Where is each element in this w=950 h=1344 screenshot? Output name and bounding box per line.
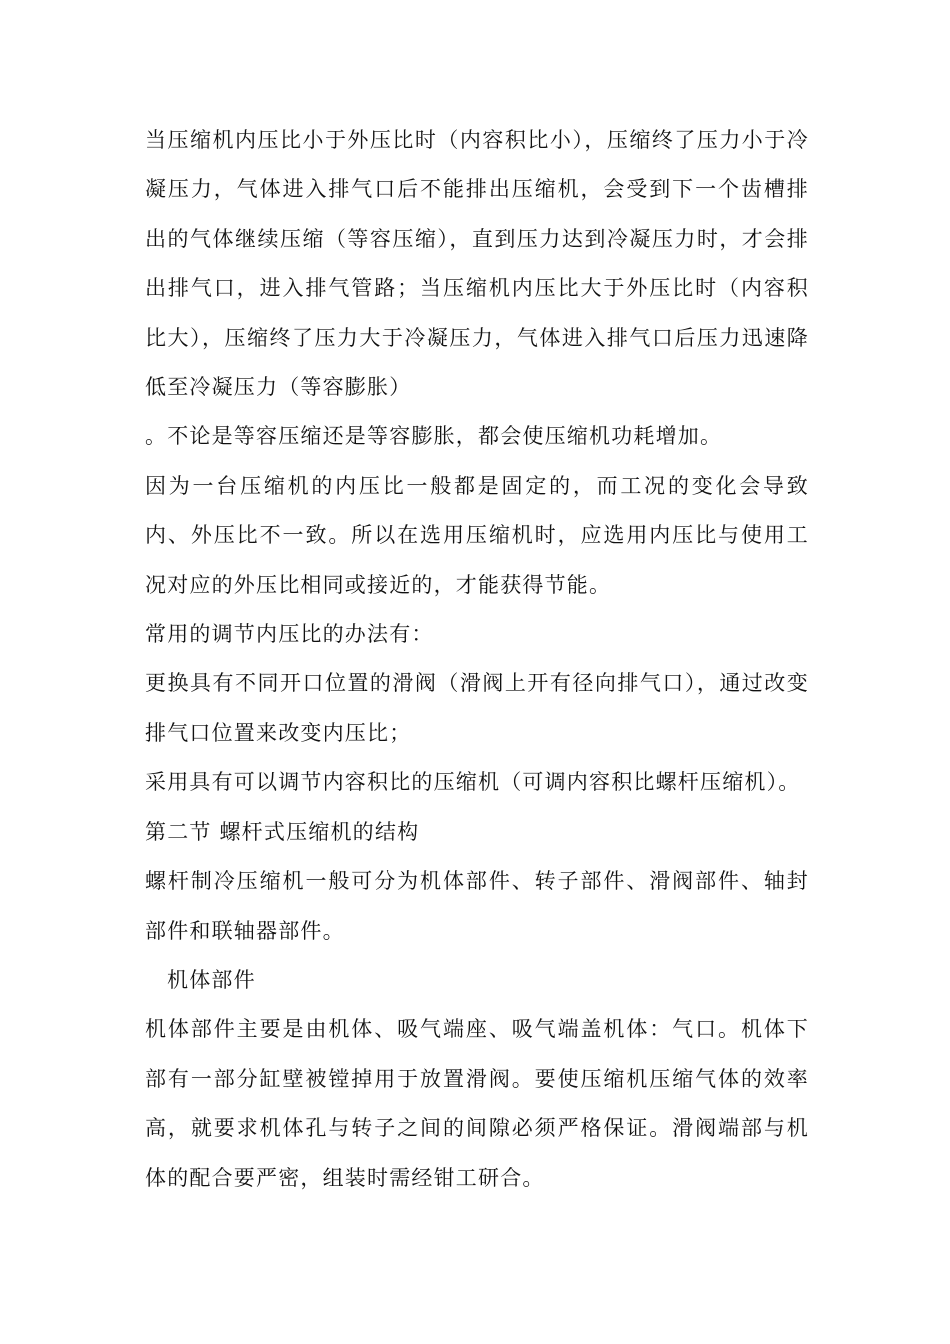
paragraph-method-slide-valve: 更换具有不同开口位置的滑阀（滑阀上开有径向排气口），通过改变排气口位置来改变内压比； xyxy=(145,671,809,745)
document-body xyxy=(145,116,809,1203)
subsection-heading: 机体部件 xyxy=(167,967,256,992)
paragraph-selection-advice: 因为一台压缩机的内压比一般都是固定的，而工况的变化会导致内、外压比不一致。所以在选用压缩机时，应选用内压比与使用工况对应的外压比相同或接近的，才能获得节能。 xyxy=(145,473,809,597)
paragraph-power-consumption: 。不论是等容压缩还是等容膨胀，都会使压缩机功耗增加。 xyxy=(145,424,723,449)
paragraph-internal-vs-external-pressure-ratio: 当压缩机内压比小于外压比时（内容积比小），压缩终了压力小于冷凝压力，气体进入排气口后不能排出压缩机，会受到下一个齿槽排出的气体继续压缩（等容压缩），直到压力达到冷凝压力时，才会排出排气口，进入排气管路；当压缩机内压比大于外压比时（内容积比大），压缩终了压力大于冷凝压力，气体进入排气口后压力迅速降低至冷凝压力（等容膨胀） xyxy=(145,128,809,400)
paragraph-method-variable-vi: 采用具有可以调节内容积比的压缩机（可调内容积比螺杆压缩机）。 xyxy=(145,770,801,795)
paragraph-adjustment-methods-intro: 常用的调节内压比的办法有： xyxy=(145,622,434,647)
section-heading: 第二节 螺杆式压缩机的结构 xyxy=(145,819,420,844)
paragraph-casing-components: 机体部件主要是由机体、吸气端座、吸气端盖机体：气口。机体下部有一部分缸壁被镗掉用于放置滑阀。要使压缩机压缩气体的效率高，就要求机体孔与转子之间的间隙必须严格保证。滑阀端部与机体的配合要严密，组装时需经钳工研合。 xyxy=(145,1017,809,1190)
paragraph-component-overview: 螺杆制冷压缩机一般可分为机体部件、转子部件、滑阀部件、轴封部件和联轴器部件。 xyxy=(145,869,809,943)
